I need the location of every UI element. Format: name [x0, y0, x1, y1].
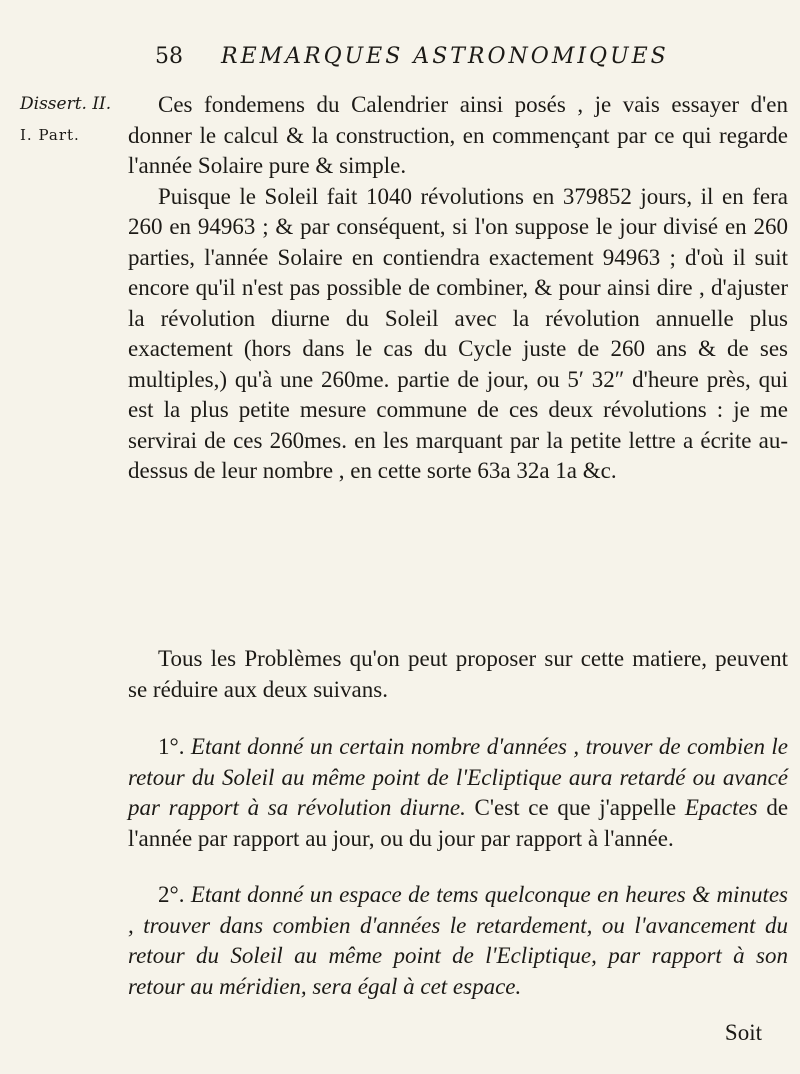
paragraph-1: Ces fondemens du Calendrier ainsi posés , je vais essayer d'en donner le calcul & la construction, en commençant par ce qui regarde l'année Solaire pure & simple. — [128, 92, 788, 178]
paragraph-3: Tous les Problèmes qu'on peut proposer sur cette matiere, peuvent se réduire aux deux suivans. — [128, 646, 788, 702]
problem-2-statement: Etant donné un espace de tems quelconque en heures & minutes , trouver dans combien d'années le retardement, ou l'avancement du retour du Soleil au même point de l'Ecliptique, par rapport à son retour au méridien, sera égal à cet espace. — [128, 882, 788, 999]
problem-1-term: Epactes — [684, 795, 758, 820]
paragraph-intro — [128, 90, 788, 487]
catchword: Soit — [724, 1020, 762, 1045]
page-number: 58 — [155, 44, 183, 69]
margin-note-dissertation: Dissert. II. — [20, 94, 112, 114]
paragraph-problems — [128, 644, 788, 705]
problem-1-number: 1°. — [158, 734, 185, 759]
problem-1-statement: Etant donné un certain nombre d'années , trouver de combien le retour du Soleil au même point de l'Ecliptique aura retardé ou avancé par rapport à sa révolution diurne. — [128, 734, 789, 820]
margin-note-part: I. Part. — [20, 126, 80, 144]
problem-2-number: 2°. — [158, 882, 185, 907]
problem-1 — [128, 732, 788, 854]
problem-2 — [128, 880, 788, 1002]
running-title: REMARQUES ASTRONOMIQUES — [221, 44, 669, 69]
running-header — [155, 44, 775, 69]
problem-1-comment: C'est ce que j'appelle — [474, 795, 677, 820]
problem-1-comment-end: de l'année par rapport au jour, ou du jour par rapport à l'année. — [128, 795, 789, 851]
paragraph-2: Puisque le Soleil fait 1040 révolutions en 379852 jours, il en fera 260 en 94963 ; & par conséquent, si l'on suppose le jour divisé en 260 parties, l'année Solaire en contiendra exactement 94963 ; d'où il suit encore qu'il n'est pas possible de combiner, & pour ainsi dire , d'ajuster la révolution diurne du Soleil avec la révolution annuelle plus exactement (hors dans le cas du Cycle juste de 260 ans & de ses multiples,) qu'à une 260me. partie de jour, ou 5′ 32″ d'heure près, qui est la plus petite mesure commune de ces deux révolutions : je me servirai de ces 260mes. en les marquant par la petite lettre a écrite au-dessus de leur nombre , en cette sorte 63a 32a 1a &c. — [128, 183, 788, 483]
